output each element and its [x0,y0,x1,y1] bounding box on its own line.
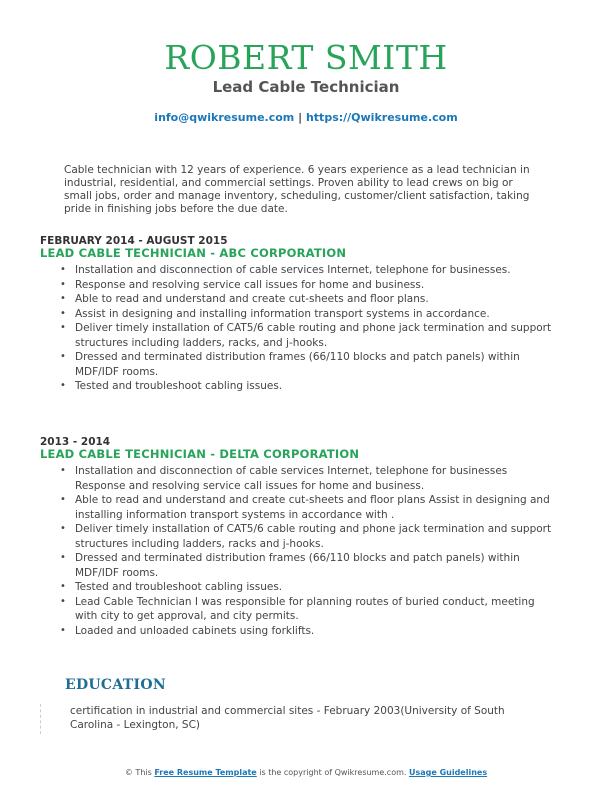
job-entry-2 [40,436,560,638]
bullet-icon: • [60,380,66,391]
footer [0,768,612,778]
bullet-item: • Tested and troubleshoot cabling issues. [60,581,283,593]
education-entry: certification in industrial and commercial sites - February 2003(University of South Carolina - Lexington, SC) [70,705,505,731]
summary-paragraph: Cable technician with 12 years of experience. 6 years experience as a lead technician in industrial, residential, and commercial settings. Proven ability to lead crews on big or small jobs, order and manage inventory, scheduling, customer/client satisfaction, taking pride in finishing jobs before the due date. [64,164,530,215]
bullet-icon: • [60,523,66,534]
job-title: LEAD CABLE TECHNICIAN - ABC CORPORATION [40,246,347,260]
bullet-icon: • [60,307,66,319]
bullet-item: • Response and resolving service call issues for home and business. [60,278,425,291]
bullet-icon: • [60,322,66,333]
job-bullets [40,263,560,394]
bullet-icon: • [60,351,66,362]
footer-copyright-text: is the copyright of Qwikresume.com. [256,768,409,777]
bullet-item: • Able to read and understand and create cut-sheets and floor plans. [60,293,429,305]
bullet-item: • Able to read and understand and create cut-sheets and floor plans Assist in designing and installing information transport systems in accordance with . [60,494,550,521]
bullet-item: • Installation and disconnection of cable services Internet, telephone for businesses Response and resolving service call issues for home and business. [60,465,508,492]
bullet-item: • Lead Cable Technician I was responsible for planning routes of buried conduct, meeting with city to get approval, and city permits. [60,595,535,622]
education-divider [40,704,41,734]
bullet-icon: • [60,293,66,304]
job-bullets [40,464,560,638]
education-heading: EDUCATION [65,677,166,693]
job-entry-1 [40,235,560,394]
bullet-item: • Tested and troubleshoot cabling issues. [60,380,283,392]
bullet-icon: • [60,595,66,607]
bullet-item: • Deliver timely installation of CAT5/6 cable routing and phone jack termination and support structures including ladders, racks and j-hooks. [60,523,552,550]
free-resume-template-link[interactable]: Free Resume Template [154,768,257,777]
footer-prefix: © This [124,768,155,777]
bullet-icon: • [60,465,66,476]
job-dates: 2013 - 2014 [40,436,111,448]
bullet-item: • Loaded and unloaded cabinets using forklifts. [60,624,315,637]
bullet-icon: • [60,278,66,290]
email-link[interactable]: info@qwikresume.com [154,111,295,124]
bullet-item: • Deliver timely installation of CAT5/6 cable routing and phone jack termination and support structures including ladders, racks, and j-hooks. [60,322,552,349]
bullet-item: • Dressed and terminated distribution frames (66/110 blocks and patch panels) within MDF/IDF rooms. [60,351,520,378]
candidate-name: ROBERT SMITH [164,38,448,77]
bullet-icon: • [60,581,66,592]
candidate-title: Lead Cable Technician [212,78,400,96]
job-title: LEAD CABLE TECHNICIAN - DELTA CORPORATION [40,447,360,461]
bullet-icon: • [60,264,66,275]
bullet-icon: • [60,552,66,563]
job-dates: FEBRUARY 2014 - AUGUST 2015 [40,235,228,247]
bullet-item: • Dressed and terminated distribution frames (66/110 blocks and patch panels) within MDF/IDF rooms. [60,552,520,579]
bullet-icon: • [60,624,66,636]
bullet-icon: • [60,494,66,505]
usage-guidelines-link[interactable]: Usage Guidelines [408,768,488,777]
bullet-item: • Assist in designing and installing information transport systems in accordance. [60,307,490,320]
website-link[interactable]: https://Qwikresume.com [305,111,458,124]
bullet-item: • Installation and disconnection of cable services Internet, telephone for businesses. [60,264,511,276]
contact-separator: | [294,111,306,124]
contact-line [0,111,612,125]
